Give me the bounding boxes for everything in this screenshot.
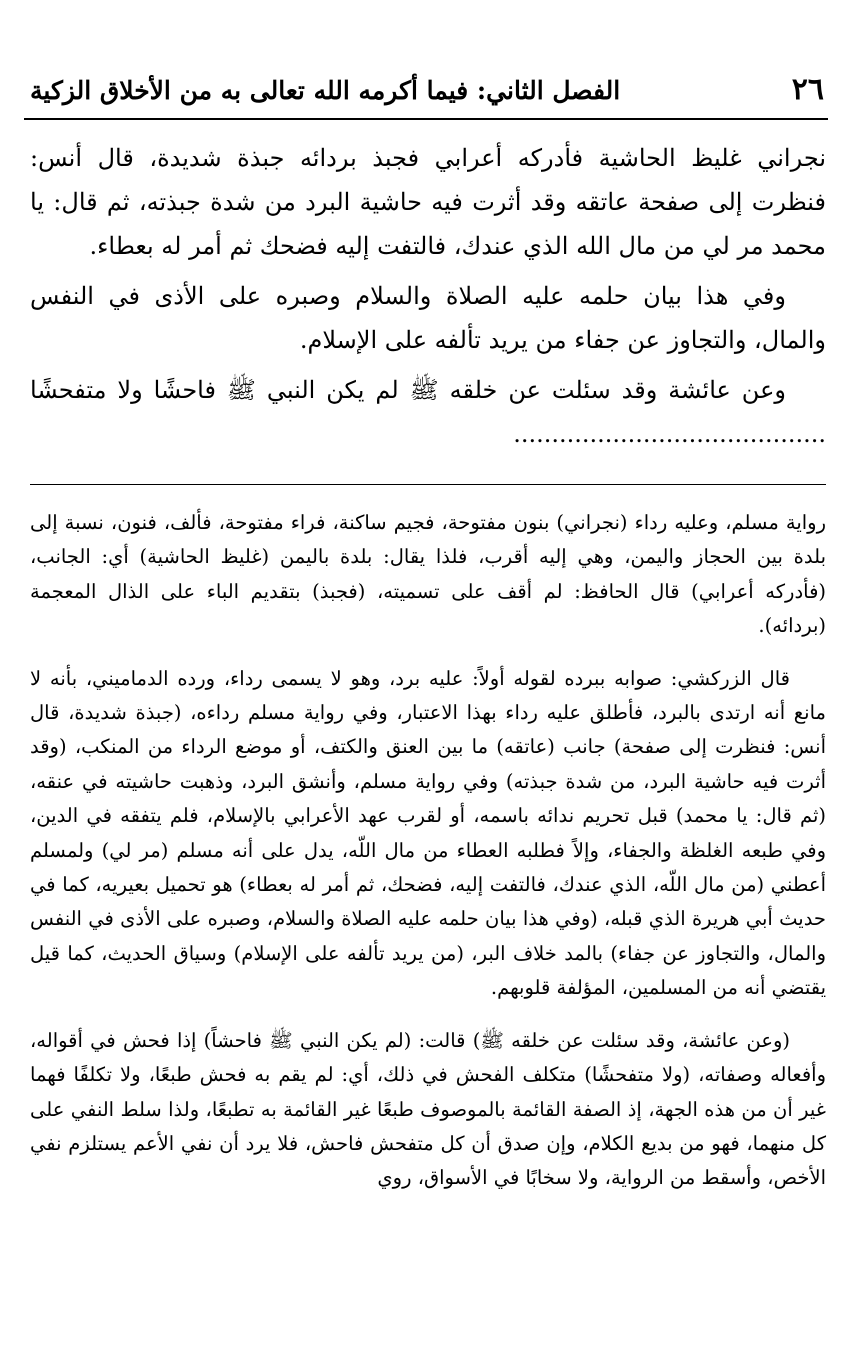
commentary — [30, 506, 826, 1214]
main-paragraph-3: وعن عائشة وقد سئلت عن خلقه ﷺ لم يكن النبي ﷺ فاحشًا ولا متفحشًا ......................................... — [30, 376, 826, 448]
page-number: ٢٦ — [791, 72, 824, 107]
commentary-paragraph-1: رواية مسلم، وعليه رداء (نجراني) بنون مفتوحة، فجيم ساكنة، فراء مفتوحة، فألف، فنون، نسبة إلى بلدة بين الحجاز واليمن، وهي إليه أقرب، فلذا يقال: بلدة باليمن (غليظ الحاشية) أي: الجانب، (فأدركه أعرابي) قال الحافظ: لم أقف على تسميته، (فجبذ) بتقديم الباء على الذال المعجمة (بردائه). — [30, 511, 826, 638]
commentary-paragraph-2: قال الزركشي: صوابه ببرده لقوله أولاً: عليه برد، وهو لا يسمى رداء، ورده الدماميني، بأنه لا مانع أنه ارتدى بالبرد، فأطلق عليه رداء بهذا الاعتبار، وفي رواية مسلم رداءه، (جبذة شديدة، قال أنس: فنظرت إلى صفحة) جانب (عاتقه) ما بين العنق والكتف، أو موضع الرداء من المنكب، (وقد أثرت فيه حاشية البرد، من شدة جبذته) وفي رواية مسلم، وأنشق البرد، وذهبت حاشيته في عنقه، (ثم قال: يا محمد) قبل تحريم ندائه باسمه، أو لقرب عهد الأعرابي بالإسلام، فلم يتفقه في الدين، وفي طبعه الغلظة والجفاء، وإلاً فطلبه العطاء من مال اللّه، يدل على أنه مسلم (مر لي) ولمسلم أعطني (من مال اللّه، الذي عندك، فالتفت إليه، فضحك، ثم أمر له بعطاء) هو تحميل بعيريه، كما في حديث أبي هريرة الذي قبله، (وفي هذا بيان حلمه عليه الصلاة والسلام، وصبره على الأذى في النفس والمال، والتجاوز عن جفاء) بالمد خلاف البر، (من يريد تألفه على الإسلام) وسياق الحديث، كما قيل يقتضي أنه من المسلمين، المؤلفة قلوبهم. — [30, 666, 826, 1000]
main-paragraph-2: وفي هذا بيان حلمه عليه الصلاة والسلام وصبره على الأذى في النفس والمال، والتجاوز عن جفاء من يريد تألفه على الإسلام. — [30, 282, 826, 354]
footnote-separator — [30, 484, 826, 485]
page-header — [24, 58, 828, 120]
main-text — [30, 136, 826, 462]
commentary-paragraph-3: (وعن عائشة، وقد سئلت عن خلقه ﷺ) قالت: (لم يكن النبي ﷺ فاحشاً) إذا فحش في أقواله، وأفعاله وصفاته، (ولا متفحشًا) متكلف الفحش في ذلك، أي: لم يقم به فحش طبعًا، ولا تكلفًا فهما غير أن من هذه الجهة، إذ الصفة القائمة بالموصوف طبعًا غير القائمة به تطبعًا، ولذا سلط النفي على كل منهما، فهو من بديع الكلام، وإن صدق أن كل متفحش فاحش، فلا يرد أن نفي الأعم يستلزم نفي الأخص، وأسقط من الرواية، ولا سخابًا في الأسواق، روي — [30, 1028, 826, 1190]
running-title: الفصل الثاني: فيما أكرمه الله تعالى به من الأخلاق الزكية — [30, 76, 621, 105]
main-paragraph-1: نجراني غليظ الحاشية فأدركه أعرابي فجبذ بردائه جبذة شديدة، قال أنس: فنظرت إلى صفحة عاتقه وقد أثرت فيه حاشية البرد من شدة جبذته، ثم قال: يا محمد مر لي من مال الله الذي عندك، فالتفت إليه فضحك ثم أمر له بعطاء. — [30, 144, 826, 260]
